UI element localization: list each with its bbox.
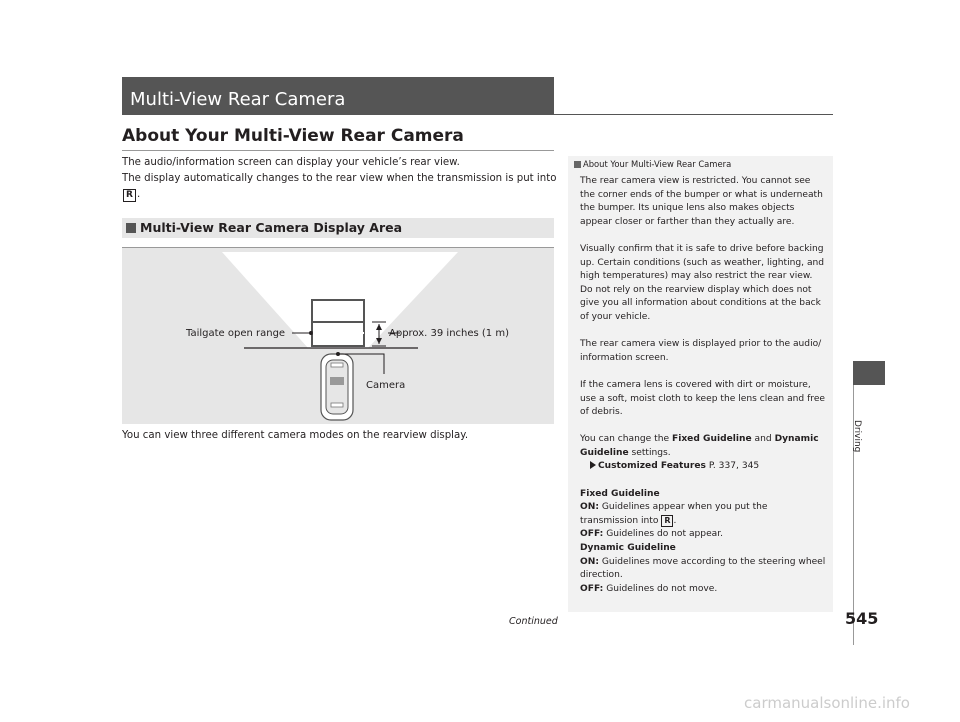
- subheading-bar: [122, 218, 554, 238]
- watermark: carmanualsonline.info: [744, 694, 910, 712]
- intro-line-2: The display automatically changes to the rear view when the transmission is put into: [122, 173, 557, 184]
- page-number: 545: [845, 609, 879, 628]
- chapter-tab-label: Driving: [852, 420, 862, 453]
- fixed-guideline-off: OFF: Guidelines do not appear.: [580, 529, 724, 540]
- sidebar-para-4: If the camera lens is covered with dirt or moisture, use a soft, moist cloth to keep the lens clean and free of debris.: [580, 379, 826, 418]
- dynamic-guideline-heading: Dynamic Guideline: [580, 543, 676, 554]
- intro-line-1: The audio/information screen can display your vehicle’s rear view.: [122, 157, 460, 168]
- fixed-guideline-on: ON: Guidelines appear when you put the transmission into R .: [580, 502, 768, 526]
- gear-r-key: R: [661, 515, 673, 527]
- reference-arrow-icon: [590, 461, 596, 469]
- sidebar-settings-text: You can change the Fixed Guideline and Dynamic Guideline settings.: [580, 434, 819, 458]
- sidebar-para-1: The rear camera view is restricted. You cannot see the corner ends of the bumper or what is underneath the bumper. Its unique lens also makes objects appear closer or farther than they actually are.: [580, 176, 823, 227]
- section-rule: [554, 114, 833, 115]
- cross-reference-link[interactable]: Customized Features P. 337, 345: [580, 460, 826, 474]
- square-bullet-icon: [126, 223, 136, 233]
- note-marker-icon: [574, 161, 581, 168]
- section-title: Multi-View Rear Camera: [130, 89, 346, 110]
- continued-label: Continued: [509, 616, 558, 627]
- subheading: Multi-View Rear Camera Display Area: [140, 220, 403, 235]
- page-heading: About Your Multi-View Rear Camera: [122, 126, 464, 146]
- camera-display-area-diagram: [122, 247, 554, 424]
- chapter-tab: [853, 361, 885, 385]
- tailgate-open-range-label: Tailgate open range: [186, 328, 286, 339]
- heading-rule: [122, 150, 554, 151]
- after-diagram-text: You can view three different camera modes on the rearview display.: [122, 430, 469, 441]
- sidebar-note: [568, 156, 833, 612]
- dynamic-guideline-off: OFF: Guidelines do not move.: [580, 583, 718, 594]
- sidebar-para-2: Visually confirm that it is safe to drive before backing up. Certain conditions (such as weather, lighting, and high temperatures) may also restrict the rear view. Do not rely on the rearview display which does not give you all information about conditions at the back of your vehicle.: [580, 243, 825, 322]
- sidebar-title: About Your Multi-View Rear Camera: [574, 159, 731, 169]
- fixed-guideline-heading: Fixed Guideline: [580, 488, 660, 499]
- distance-label: Approx. 39 inches (1 m): [389, 328, 509, 339]
- camera-label: Camera: [366, 380, 406, 391]
- dynamic-guideline-on: ON: Guidelines move according to the steering wheel direction.: [580, 556, 826, 581]
- sidebar-body: [580, 175, 826, 596]
- intro-line-3: R .: [122, 187, 140, 203]
- section-title-bar: [122, 77, 554, 115]
- vehicle-icon: [321, 354, 353, 420]
- sidebar-para-3: The rear camera view is displayed prior to the audio/ information screen.: [580, 339, 822, 363]
- gear-r-key: R: [123, 189, 136, 202]
